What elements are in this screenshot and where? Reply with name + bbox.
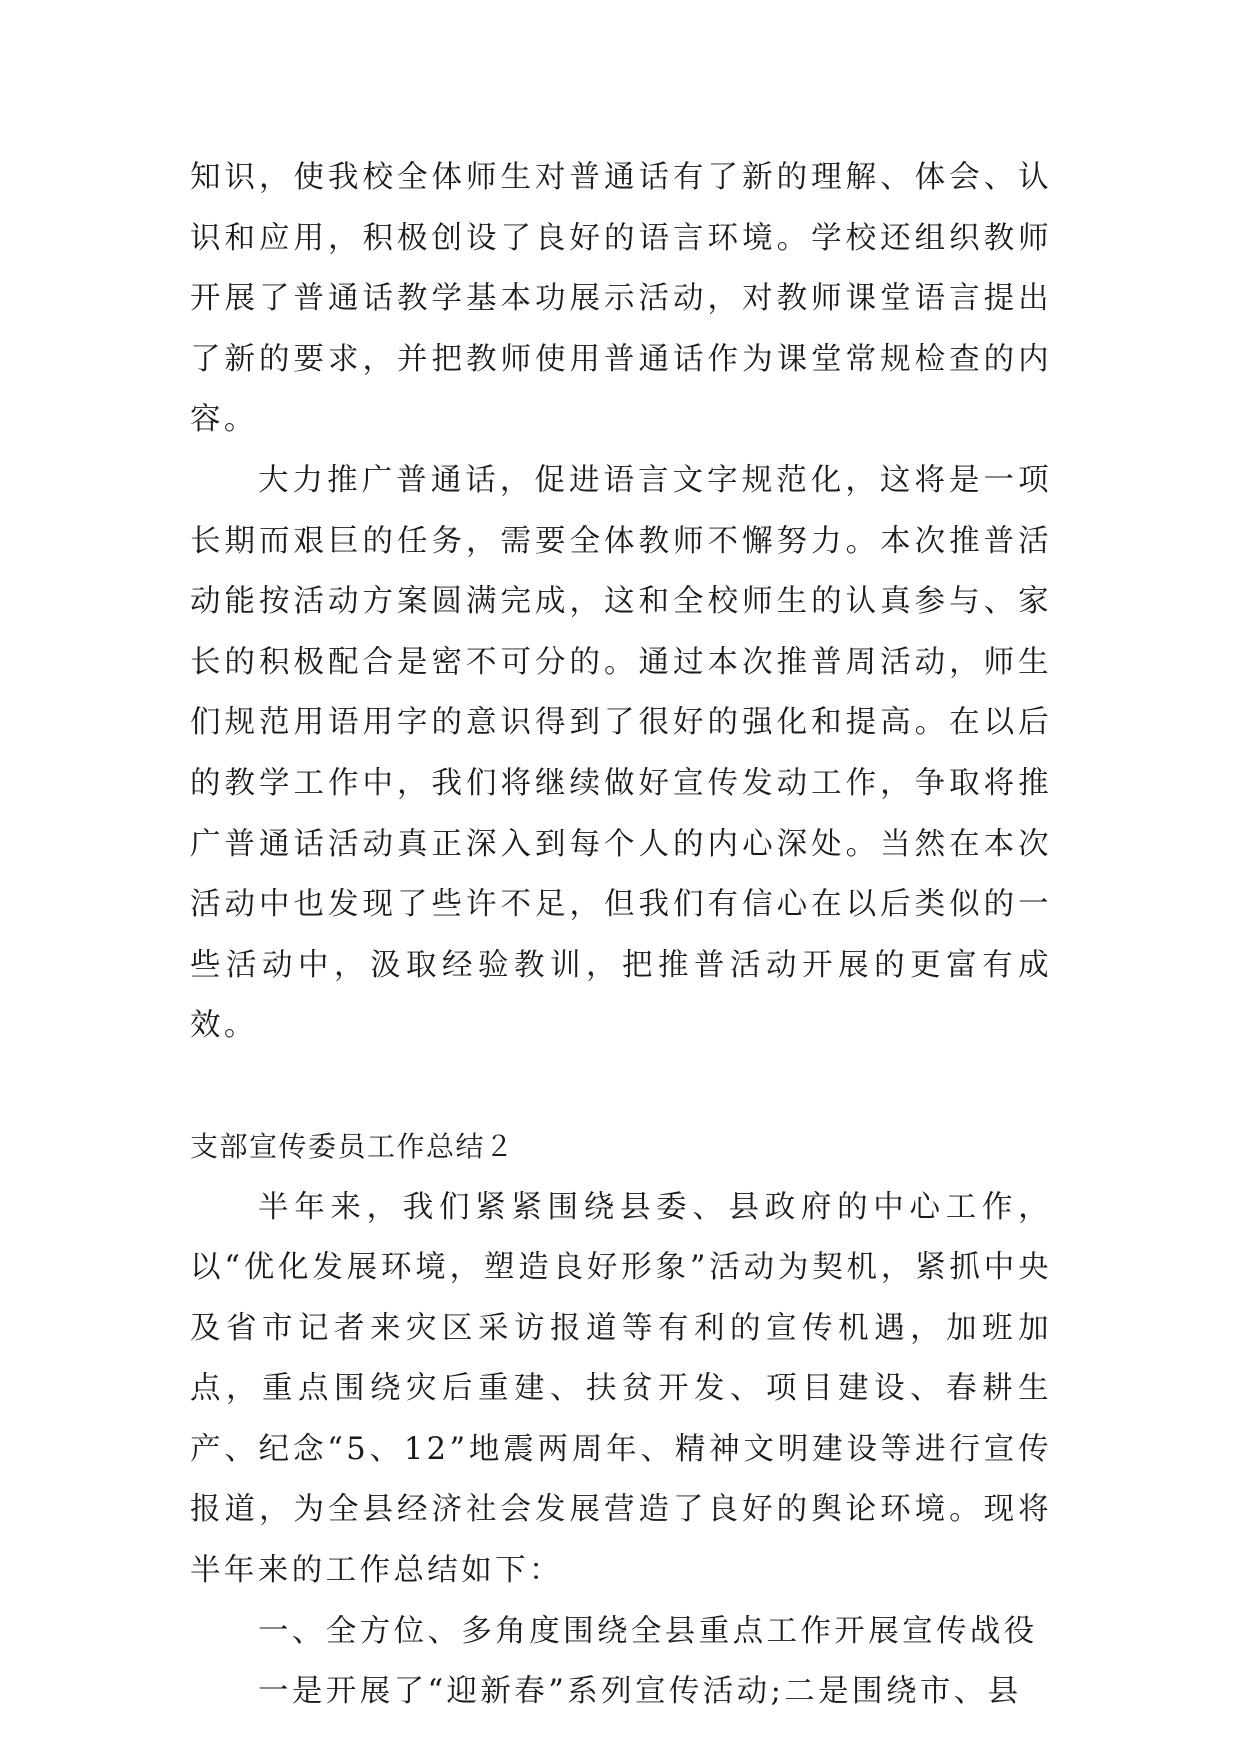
- document-body: [190, 148, 1052, 1723]
- paragraph-intro: 半年来，我们紧紧围绕县委、县政府的中心工作，以“优化发展环境，塑造良好形象”活动为契机，紧抓中央及省市记者来灾区采访报道等有利的宣传机遇，加班加点，重点围绕灾后重建、扶贫开发、项目建设、春耕生产、纪念“5、12”地震两周年、精神文明建设等进行宣传报道，为全县经济社会发展营造了良好的舆论环境。现将半年来的工作总结如下：: [190, 1189, 1052, 1589]
- paragraph-subheading: 一、全方位、多角度围绕全县重点工作开展宣传战役: [258, 1613, 1038, 1649]
- paragraph-summary: 大力推广普通话，促进语言文字规范化，这将是一项长期而艰巨的任务，需要全体教师不懈努力。本次推普活动能按活动方案圆满完成，这和全校师生的认真参与、家长的积极配合是密不可分的。通过本次推普周活动，师生们规范用语用字的意识得到了很好的强化和提高。在以后的教学工作中，我们将继续做好宣传发动工作，争取将推广普通话活动真正深入到每个人的内心深处。当然在本次活动中也发现了些许不足，但我们有信心在以后类似的一些活动中，汲取经验教训，把推普活动开展的更富有成效。: [190, 462, 1052, 1044]
- section-title: 支部宣传委员工作总结２: [190, 1129, 515, 1163]
- paragraph-continued: 知识，使我校全体师生对普通话有了新的理解、体会、认识和应用，积极创设了良好的语言环境。学校还组织教师开展了普通话教学基本功展示活动，对教师课堂语言提出了新的要求，并把教师使用普通话作为课堂常规检查的内容。: [190, 160, 1052, 438]
- paragraph-list-start: 一是开展了“迎新春”系列宣传活动;二是围绕市、县: [258, 1674, 1022, 1710]
